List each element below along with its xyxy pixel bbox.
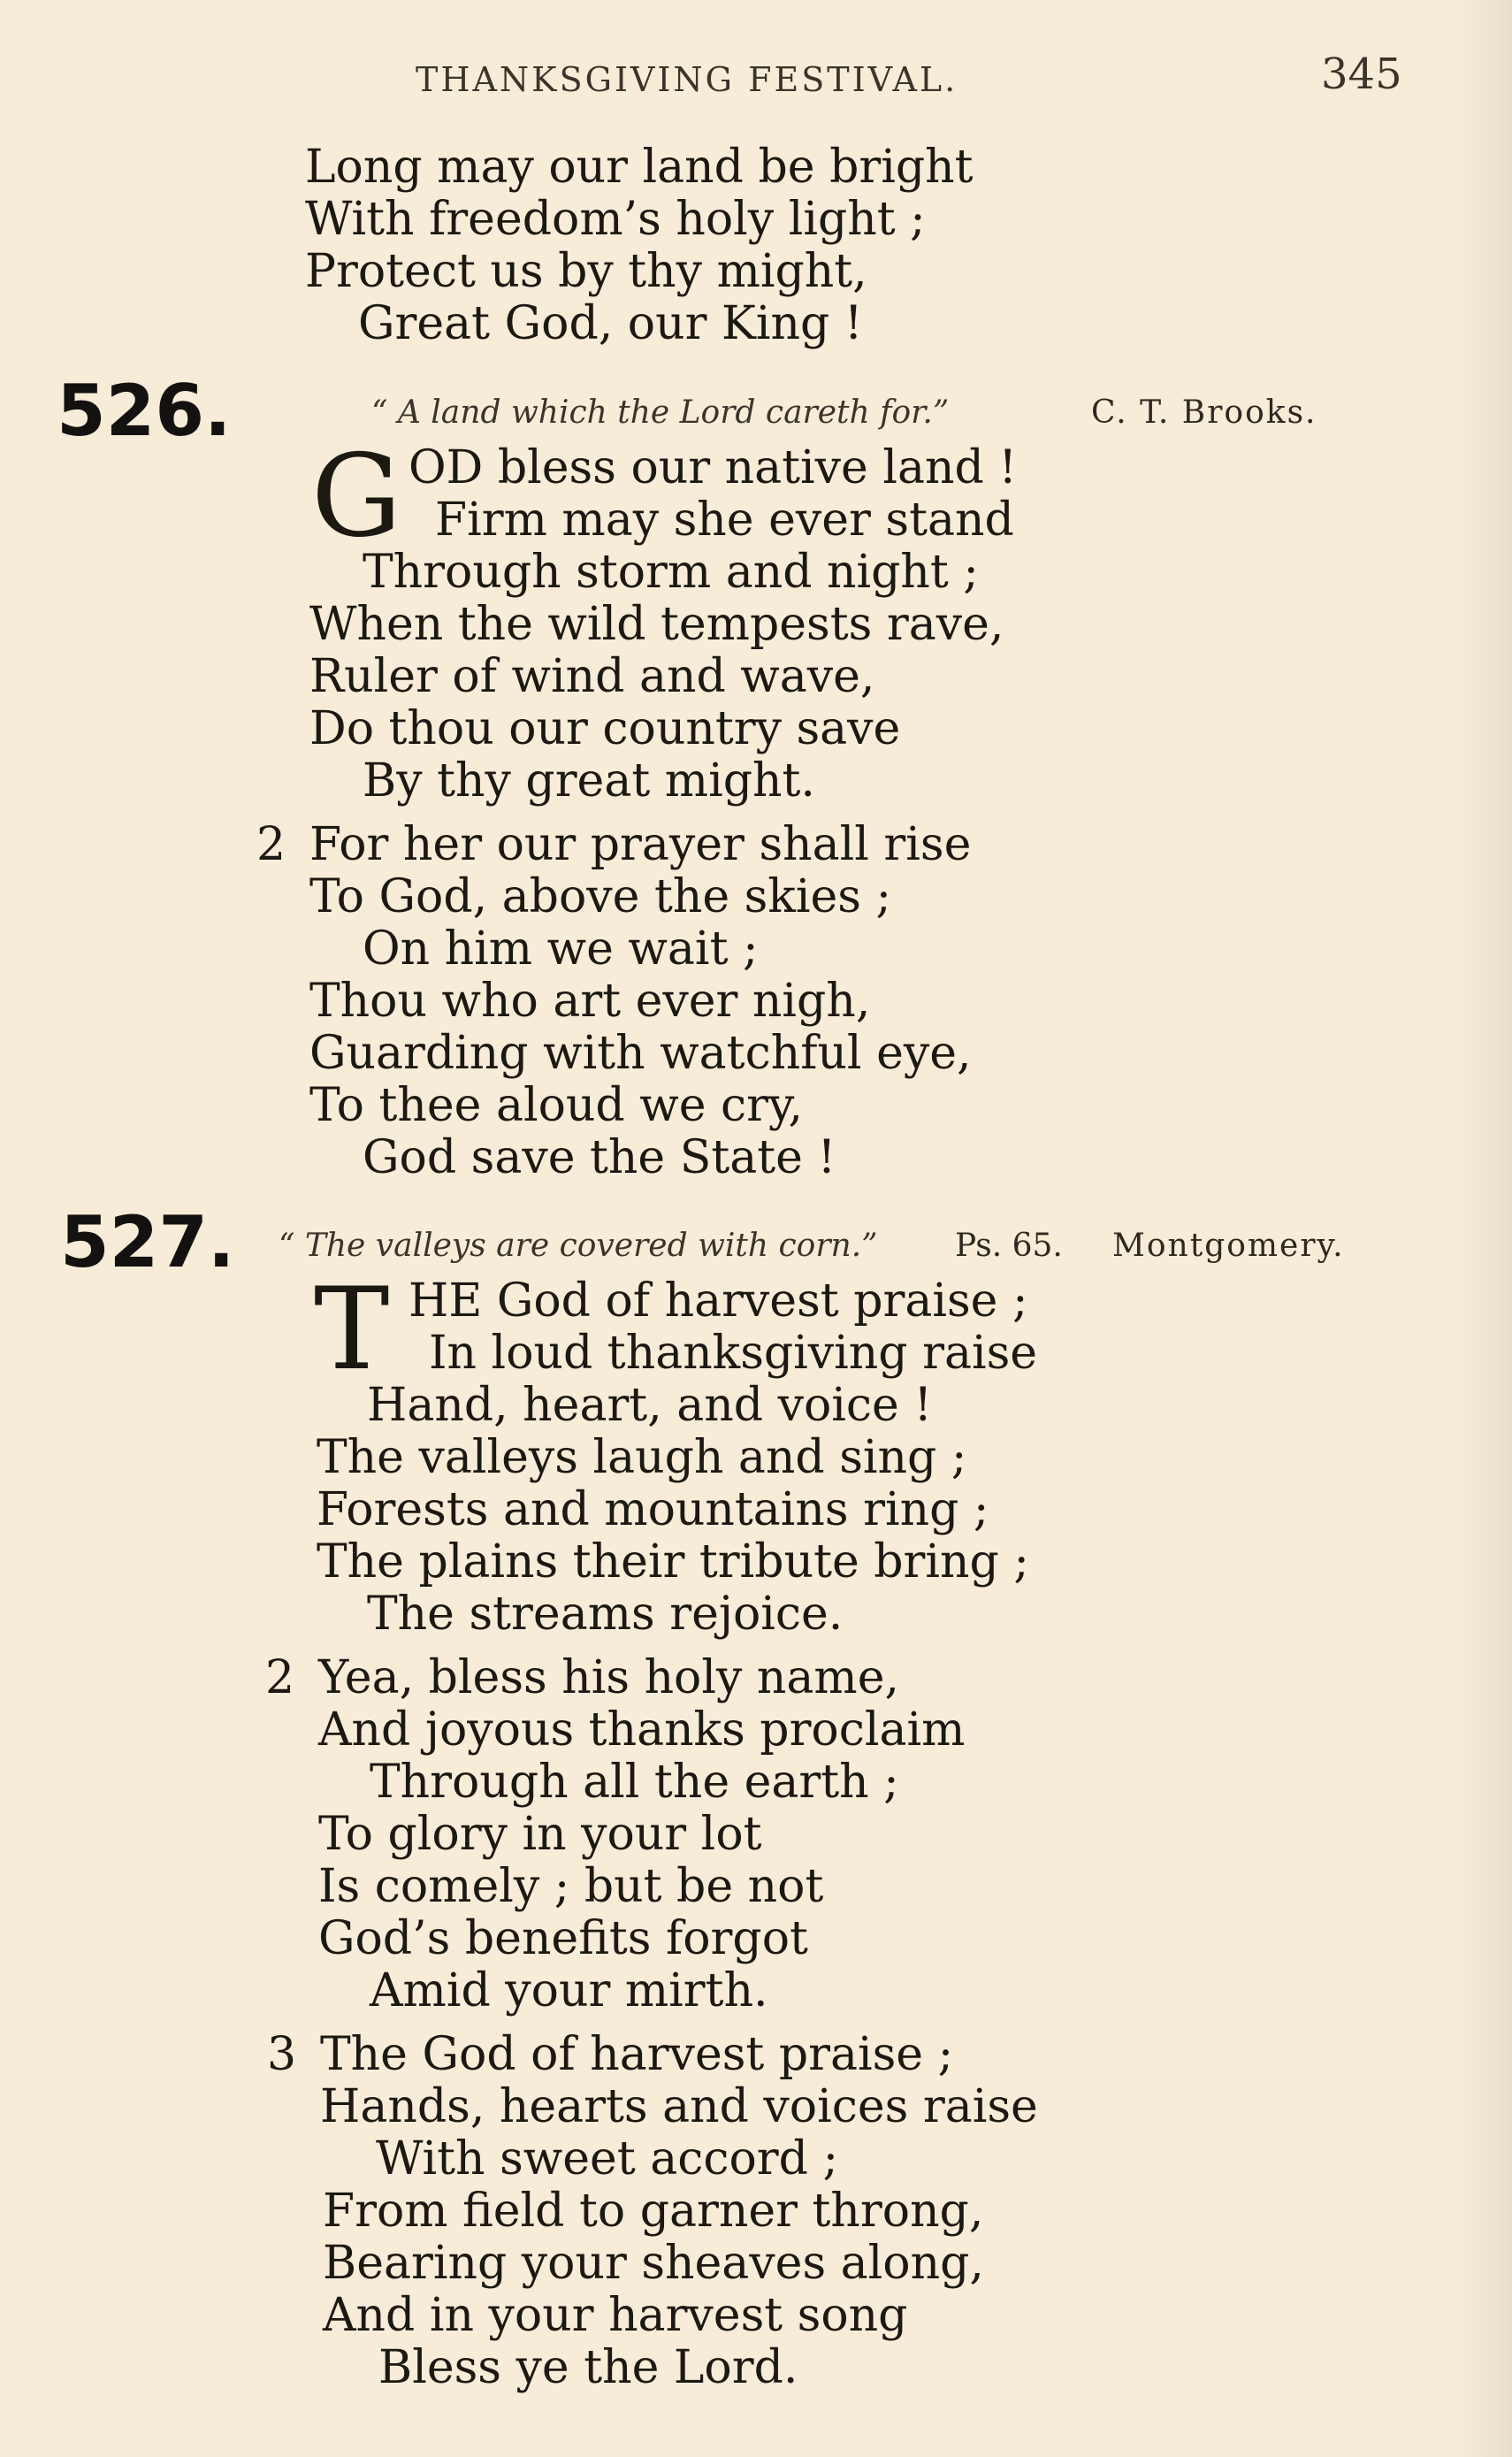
verse-line: For her our prayer shall rise xyxy=(309,818,972,871)
stanza-number: 3 xyxy=(267,2028,297,2081)
verse-line: Is comely ; but be not xyxy=(318,1860,824,1913)
verse-line: When the wild tempests rave, xyxy=(309,598,1004,651)
verse-line: Bless ye the Lord. xyxy=(378,2341,798,2394)
hymn-author: Montgomery. xyxy=(1112,1228,1345,1264)
drop-cap: T xyxy=(314,1264,390,1396)
running-head: THANKSGIVING FESTIVAL. xyxy=(416,60,958,99)
verse-line: The streams rejoice. xyxy=(367,1588,844,1641)
verse-line: With freedom’s holy light ; xyxy=(305,193,926,246)
verse-line: Hands, hearts and voices raise xyxy=(320,2080,1038,2133)
verse-line: Hand, heart, and voice ! xyxy=(367,1379,933,1432)
verse-line: Long may our land be bright xyxy=(305,141,974,194)
verse-line: With sweet accord ; xyxy=(376,2132,838,2185)
verse-line: Guarding with watchful eye, xyxy=(309,1027,972,1080)
verse-line: The God of harvest praise ; xyxy=(320,2028,954,2081)
verse-line: HE God of harvest praise ; xyxy=(409,1274,1028,1328)
verse-line: And in your harvest song xyxy=(323,2289,908,2342)
drop-cap: G xyxy=(311,431,402,563)
verse-line: Through all the earth ; xyxy=(370,1756,899,1809)
hymn-epigraph: “ The valleys are covered with corn.” xyxy=(279,1228,878,1264)
verse-line: Do thou our country save xyxy=(309,702,901,755)
verse-line: On him we wait ; xyxy=(363,922,759,976)
verse-line: Great God, our King ! xyxy=(358,297,863,350)
hymn-number: 526. xyxy=(57,370,232,452)
page-number: 345 xyxy=(1321,50,1402,99)
verse-line: By thy great might. xyxy=(363,754,815,808)
verse-line: Through storm and night ; xyxy=(363,546,979,599)
scripture-reference: Ps. 65. xyxy=(955,1228,1063,1264)
page-gutter-shadow xyxy=(1459,0,1512,2457)
stanza-number: 2 xyxy=(256,818,286,871)
stanza-number: 2 xyxy=(265,1651,295,1704)
verse-line: Bearing your sheaves along, xyxy=(323,2237,984,2290)
hymn-number: 527. xyxy=(60,1201,235,1283)
verse-line: Protect us by thy might, xyxy=(305,245,867,298)
verse-line: To glory in your lot xyxy=(318,1808,762,1861)
verse-line: Amid your mirth. xyxy=(370,1964,768,2017)
hymn-epigraph: “ A land which the Lord careth for.” xyxy=(371,394,950,431)
verse-line: To God, above the skies ; xyxy=(309,870,891,923)
verse-line: In loud thanksgiving raise xyxy=(429,1327,1038,1380)
hymn-author: C. T. Brooks. xyxy=(1091,394,1317,431)
verse-line: From field to garner throng, xyxy=(323,2185,984,2238)
verse-line: Forests and mountains ring ; xyxy=(317,1483,989,1536)
verse-line: Thou who art ever nigh, xyxy=(309,975,871,1028)
verse-line: To thee aloud we cry, xyxy=(309,1079,803,1132)
verse-line: God’s benefits forgot xyxy=(318,1912,808,1965)
verse-line: Firm may she ever stand xyxy=(435,494,1014,547)
verse-line: And joyous thanks proclaim xyxy=(318,1703,966,1757)
verse-line: Ruler of wind and wave, xyxy=(309,650,875,703)
verse-line: Yea, bless his holy name, xyxy=(318,1651,900,1704)
verse-line: The plains their tribute bring ; xyxy=(317,1535,1029,1588)
verse-line: God save the State ! xyxy=(363,1131,836,1184)
verse-line: OD bless our native land ! xyxy=(409,441,1018,494)
verse-line: The valleys laugh and sing ; xyxy=(317,1431,967,1484)
